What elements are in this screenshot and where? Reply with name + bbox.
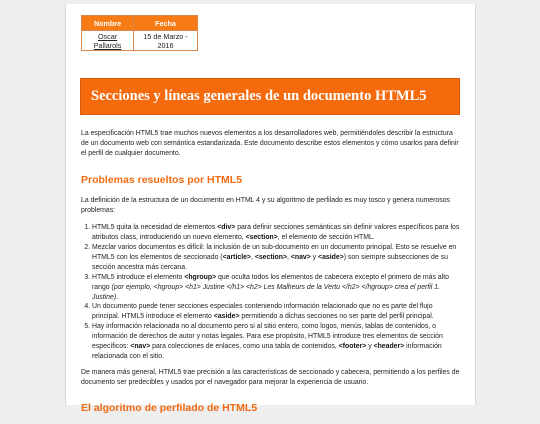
list-item-text: permitiendo a dichas secciones no ser parte del perfil principal. bbox=[239, 313, 434, 321]
list-item-text: que oculta todos los elementos de cabecera excepto el primero de más alto rango bbox=[92, 273, 449, 291]
meta-table-header-row bbox=[82, 16, 198, 31]
list-item-text: ) son siempre subsecciones de su sección ancestra más cercana. bbox=[92, 254, 448, 271]
author-link[interactable]: Oscar Pallarols bbox=[93, 31, 122, 50]
list-item bbox=[92, 223, 461, 243]
meta-table-row bbox=[82, 31, 198, 51]
code-element-name: <hgroup> bbox=[184, 273, 217, 281]
document-page bbox=[65, 4, 476, 415]
title-banner bbox=[80, 78, 460, 115]
list-item-text: HTML5 quita la necesidad de elementos bbox=[92, 224, 218, 232]
list-item-text: información relacionada con el sitio. bbox=[92, 342, 442, 360]
section-heading-algoritmo: El algoritmo de perfilado de HTML5 bbox=[81, 402, 258, 415]
intro-paragraph: La especificación HTML5 trae muchos nuevos elementos a los desarrolladores web, permitiéndoles describir la estructura de un documento web con semántica estandarizada. Este documento describe estos elementos y cómo usarlos para definir el perfil de cualquier documento. bbox=[81, 130, 459, 157]
list-item-text: , bbox=[250, 254, 255, 261]
list-item bbox=[92, 273, 461, 303]
closing-paragraph: De manera más general, HTML5 trae precisión a las características de seccionado y cabecera, permitiendo a los perfiles de documento ser predecibles y usados por el navegador para mejorar la experiencia de usuario. bbox=[81, 368, 460, 386]
code-element-name: <article> bbox=[222, 254, 251, 261]
list-item bbox=[92, 243, 461, 273]
list-item-text: para colecciones de enlaces, como una tabla de contenidos, bbox=[150, 342, 339, 350]
code-element-name: <aside> bbox=[213, 313, 240, 321]
list-item-text: y bbox=[310, 254, 319, 261]
code-element-name: <section> bbox=[245, 234, 278, 242]
list-item-text: para definir secciones semánticas sin definir valores específicos para los atributos class, introduciendo un nuevo elemento, bbox=[92, 224, 460, 242]
meta-author-cell bbox=[82, 31, 134, 51]
code-element-name: <nav> bbox=[290, 254, 311, 261]
list-item-text: , el elemento de sección HTML. bbox=[277, 234, 375, 242]
list-item-text: Mezclar varios documentos es difícil: la inclusión de un sub-documento en un documento principal. Esto se resuelve en HTML5 con los elementos de seccionado ( bbox=[92, 244, 457, 261]
section-heading-problemas: Problemas resueltos por HTML5 bbox=[81, 173, 243, 186]
code-element-name: <header> bbox=[373, 342, 405, 350]
list-item-text: y bbox=[366, 342, 374, 350]
list-item-text: (por ejemplo, <hgroup> <h1> Justine </h1> <h2> Les Malheurs de la Vertu </h2> </hgroup> crea el perfil 1. Justine) bbox=[92, 283, 440, 301]
article-body bbox=[81, 129, 461, 424]
list-item bbox=[92, 322, 461, 362]
list-item bbox=[92, 302, 461, 322]
code-element-name: <footer> bbox=[338, 342, 367, 350]
list-item-text: , bbox=[287, 254, 291, 261]
list-item-text: HTML5 introduce el elemento bbox=[92, 273, 185, 281]
code-element-name: <aside> bbox=[318, 254, 344, 261]
meta-date-cell: 15 de Marzo - 2016 bbox=[134, 31, 198, 51]
code-element-name: <div> bbox=[217, 224, 236, 232]
page-title: Secciones y líneas generales de un documento HTML5 bbox=[91, 88, 427, 104]
section-paragraph: La definición de la estructura de un documento en HTML 4 y su algoritmo de perfilado es muy tosco y genera numerosos problemas: bbox=[81, 196, 450, 214]
problem-list bbox=[81, 223, 461, 361]
code-element-name: <nav> bbox=[130, 342, 151, 350]
code-element-name: <section> bbox=[254, 254, 287, 261]
meta-table bbox=[81, 15, 198, 51]
meta-header-fecha: Fecha bbox=[134, 16, 198, 31]
list-item-text: Un documento puede tener secciones especiales conteniendo información relacionado que no es parte del flujo principal. HTML5 introduce el elemento bbox=[92, 303, 433, 321]
list-item-text: Hay información relacionada no al documento pero si al sitio entero, como logos, menús, tablas de contenidos, o información de derechos de autor y notas legales. Para ese propósito, HTML5 introduce tres elementos de sección específicos: bbox=[92, 323, 443, 350]
list-item-text: . bbox=[116, 293, 119, 301]
meta-header-nombre: Nombre bbox=[82, 16, 134, 31]
